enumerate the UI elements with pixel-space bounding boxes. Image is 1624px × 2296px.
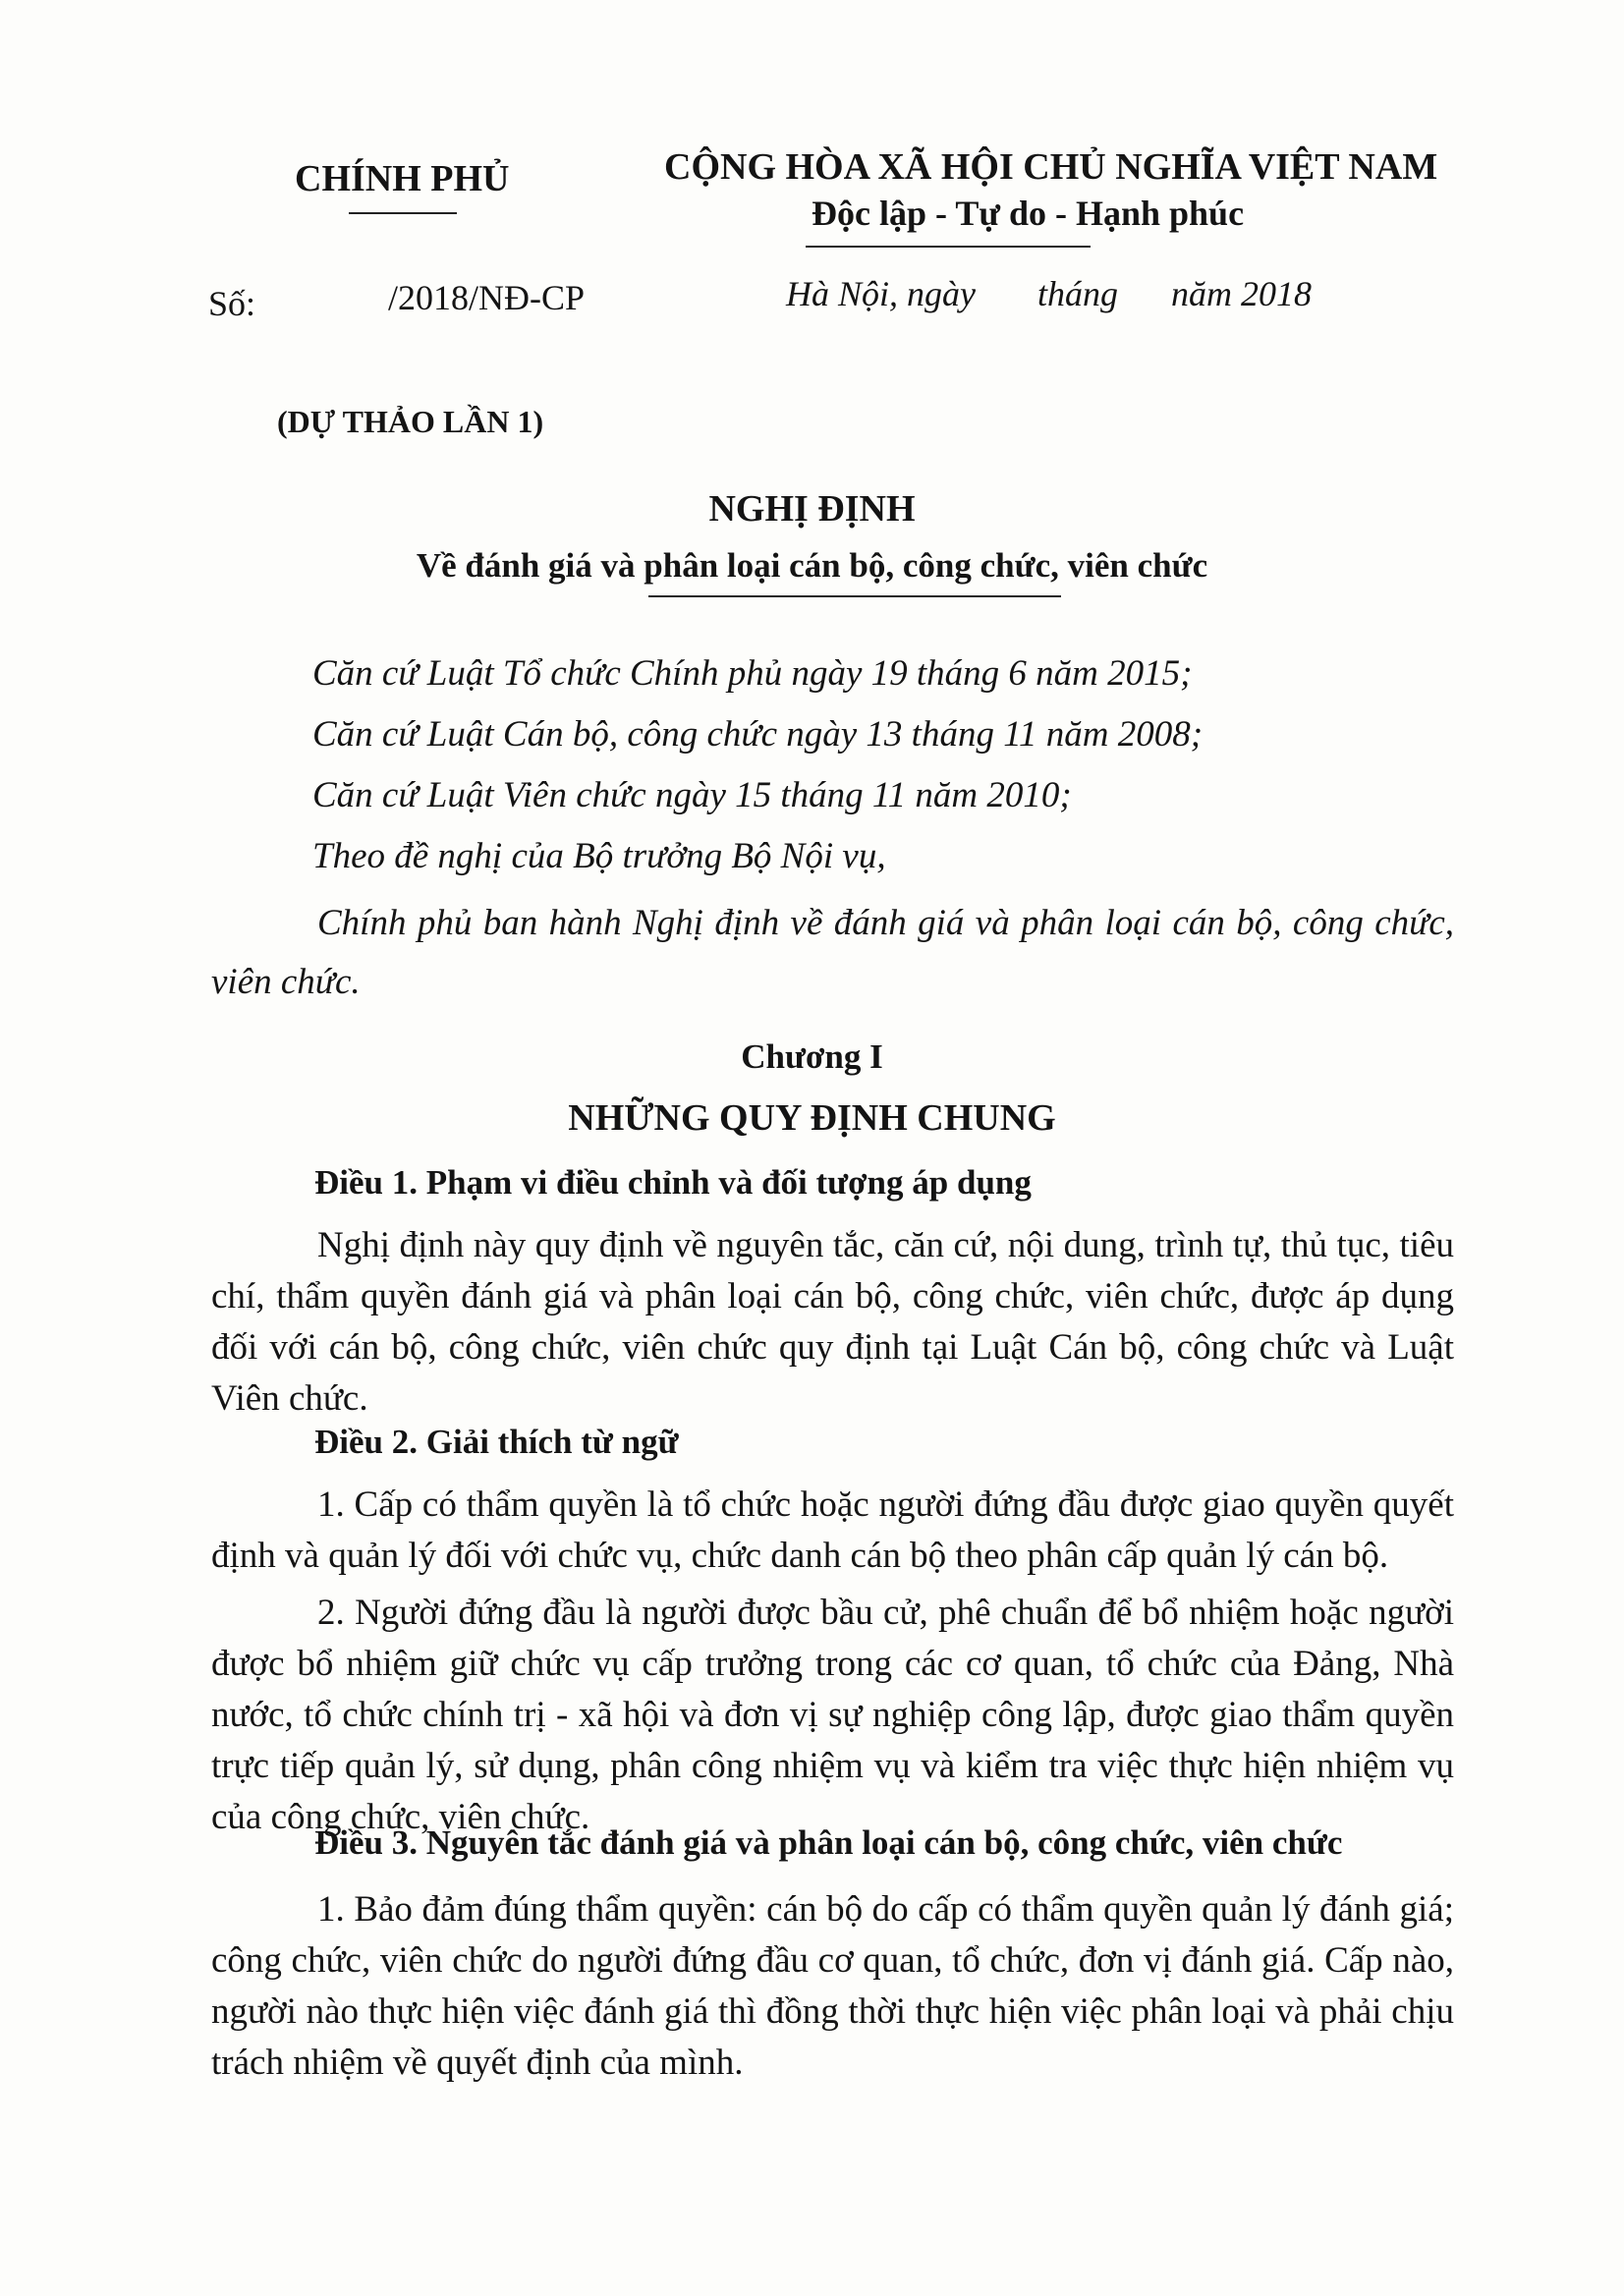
- promulgation: Chính phủ ban hành Nghị định về đánh giá và phân loại cán bộ, công chức, viên chức.: [211, 903, 1454, 1002]
- article-title: Điều 2. Giải thích từ ngữ: [314, 1423, 679, 1461]
- article-paragraph: 2. Người đứng đầu là người được bầu cử, phê chuẩn để bổ nhiệm hoặc người được bổ nhiệm giữ chức vụ cấp trưởng trong các cơ quan, tổ chức của Đảng, Nhà nước, tổ chức chính trị - xã hội và đơn vị sự nghiệp công lập, được giao thẩm quyền trực tiếp quản lý, sử dụng, phân công nhiệm vụ và kiểm tra việc thực hiện nhiệm vụ của công chức, viên chức.: [211, 1593, 1454, 1837]
- article-paragraph: Nghị định này quy định về nguyên tắc, căn cứ, nội dung, trình tự, thủ tục, tiêu chí, thẩm quyền đánh giá và phân loại cán bộ, công chức, viên chức, được áp dụng đối với cán bộ, công chức, viên chức quy định tại Luật Cán bộ, công chức và Luật Viên chức.: [211, 1225, 1454, 1419]
- basis-line: Căn cứ Luật Cán bộ, công chức ngày 13 tháng 11 năm 2008;: [312, 714, 1204, 755]
- doc-number-label: Số:: [208, 284, 256, 323]
- issuer: CHÍNH PHỦ: [295, 158, 510, 199]
- basis-line: Căn cứ Luật Tổ chức Chính phủ ngày 19 tháng 6 năm 2015;: [312, 653, 1193, 694]
- article-title: Điều 1. Phạm vi điều chỉnh và đối tượng áp dụng: [314, 1163, 1032, 1202]
- draft-tag: (DỰ THẢO LẦN 1): [277, 404, 544, 439]
- doc-subject: Về đánh giá và phân loại cán bộ, công chức, viên chức: [416, 546, 1208, 585]
- motto: Độc lập - Tự do - Hạnh phúc: [812, 194, 1245, 233]
- chapter-number: Chương I: [741, 1037, 883, 1076]
- place-date: Hà Nội, ngày tháng năm 2018: [786, 274, 1312, 313]
- doc-number: /2018/NĐ-CP: [388, 278, 586, 317]
- basis-line: Theo đề nghị của Bộ trưởng Bộ Nội vụ,: [312, 836, 886, 876]
- doc-type: NGHỊ ĐỊNH: [708, 488, 916, 530]
- article-title: Điều 3. Nguyên tắc đánh giá và phân loại cán bộ, công chức, viên chức: [314, 1823, 1343, 1862]
- subject-underline: [648, 595, 1061, 597]
- article-paragraph: 1. Cấp có thẩm quyền là tổ chức hoặc người đứng đầu được giao quyền quyết định và quản lý đối với chức vụ, chức danh cán bộ theo phân cấp quản lý cán bộ.: [211, 1484, 1454, 1576]
- basis-line: Căn cứ Luật Viên chức ngày 15 tháng 11 năm 2010;: [312, 775, 1072, 815]
- motto-underline: [806, 246, 1091, 248]
- article-paragraph: 1. Bảo đảm đúng thẩm quyền: cán bộ do cấp có thẩm quyền quản lý đánh giá; công chức, viên chức do người đứng đầu cơ quan, tổ chức, đơn vị đánh giá. Cấp nào, người nào thực hiện việc đánh giá thì đồng thời thực hiện việc phân loại và phải chịu trách nhiệm về quyết định của mình.: [211, 1889, 1454, 2083]
- country-name: CỘNG HÒA XÃ HỘI CHỦ NGHĨA VIỆT NAM: [664, 146, 1438, 188]
- issuer-underline: [349, 212, 457, 214]
- chapter-title: NHỮNG QUY ĐỊNH CHUNG: [568, 1097, 1056, 1139]
